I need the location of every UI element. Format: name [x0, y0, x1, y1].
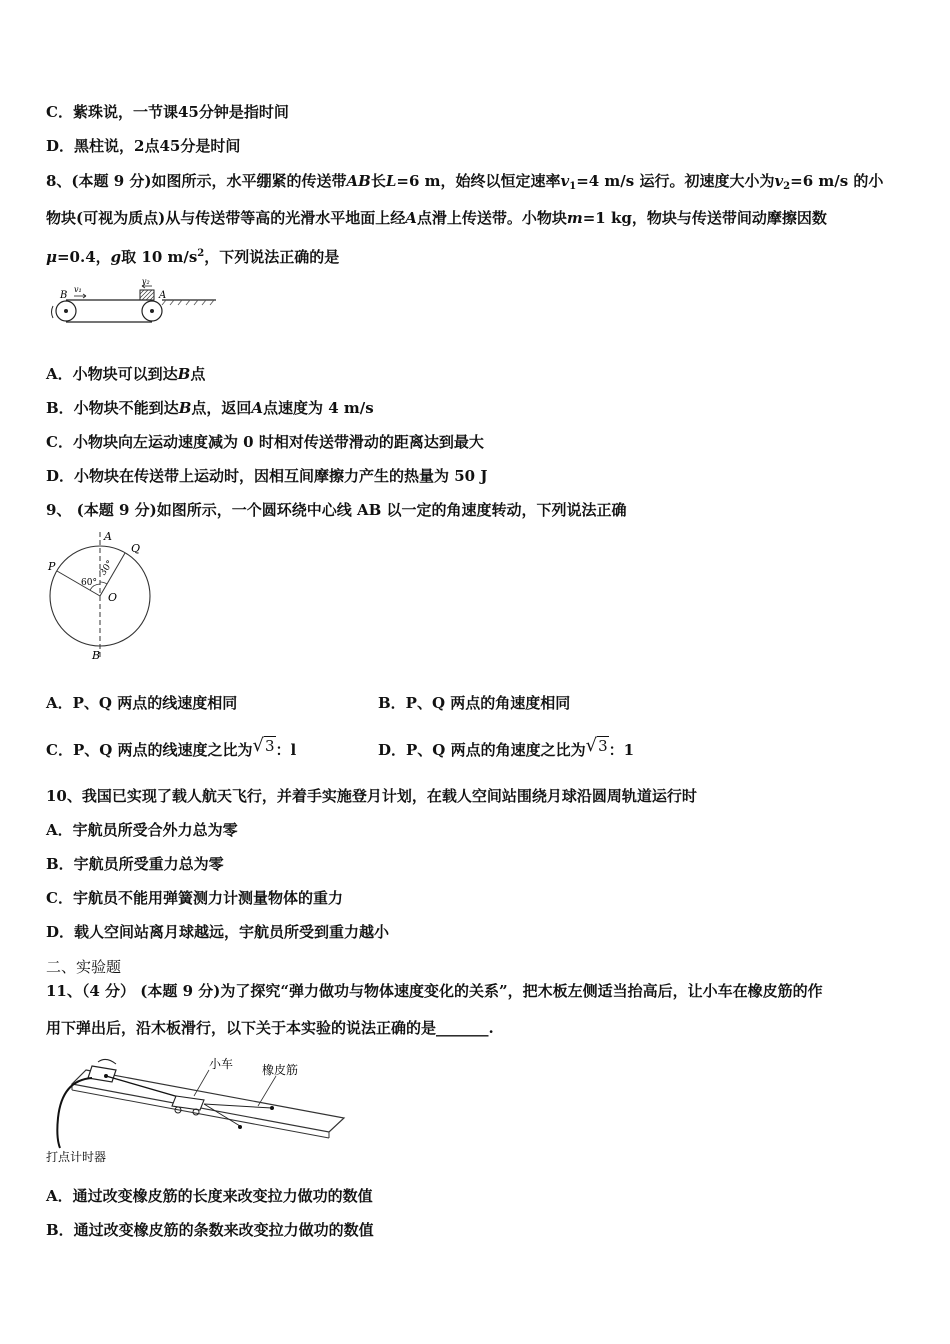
q8-option-b-var: B	[178, 399, 192, 417]
q8-option-b-text: 点速度为 4 m/s	[263, 399, 374, 417]
q11-option-a: A．通过改变橡皮筋的长度来改变拉力做功的数值	[46, 1187, 373, 1205]
left-pulley-axle	[64, 309, 68, 313]
q7-option-c: C．紫珠说，一节课45分钟是指时间	[46, 103, 289, 121]
q9-option-c	[46, 736, 296, 760]
q9-option-d-ratio: ：1	[608, 741, 635, 759]
q7-option-d: D．黑柱说，2点45分是时间	[46, 137, 241, 155]
rotating-ring-diagram	[44, 530, 164, 665]
q8-superscript: 2	[197, 248, 205, 259]
label-b: B	[60, 290, 68, 301]
rubber-band	[204, 1104, 272, 1108]
q8-option-b	[46, 398, 374, 418]
tape-end	[104, 1074, 108, 1078]
q8-var-v: v	[774, 172, 784, 190]
nail	[238, 1125, 242, 1129]
band-pointer	[258, 1076, 276, 1106]
q8-text: =6 m/s 的小	[790, 172, 884, 190]
q8-var-a: A	[405, 209, 417, 227]
label-a: A	[104, 530, 112, 543]
q8-var-g: g	[110, 248, 122, 266]
timer-body	[88, 1066, 116, 1082]
q8-option-b-var: A	[251, 399, 264, 417]
q8-text: 8、(本题 9 分)如图所示，水平绷紧的传送带	[46, 172, 347, 190]
q11-stem-line1: 11、（4 分） (本题 9 分)为了探究“弹力做功与物体速度变化的关系”，把木板左侧适当抬高后，让小车在橡皮筋的作	[46, 982, 823, 1000]
q9-option-c-ratio: ：l	[275, 741, 297, 759]
label-b: B	[92, 649, 101, 662]
q8-option-a	[46, 364, 205, 384]
sqrt-symbol: √3	[252, 735, 275, 756]
block-shading	[140, 290, 154, 300]
q8-subscript: 1	[569, 181, 577, 192]
conveyor-belt-diagram	[44, 278, 224, 328]
angle-arc-30	[100, 582, 107, 584]
q8-option-b-text: 点，返回	[191, 399, 252, 417]
cart	[172, 1096, 204, 1110]
q10-option-c: C．宇航员不能用弹簧测力计测量物体的重力	[46, 889, 343, 907]
q8-text: =4 m/s 运行。初速度大小为	[576, 172, 775, 190]
q9-stem: 9、 (本题 9 分)如图所示，一个圆环绕中心线 AB 以一定的角速度转动，下列说法正确	[46, 501, 627, 519]
label-a: A	[159, 290, 167, 301]
label-timer: 打点计时器	[46, 1150, 107, 1164]
q8-text: 长	[370, 172, 386, 190]
q10-option-d: D．载人空间站离月球越远，宇航员所受到重力越小	[46, 923, 390, 941]
q8-option-c: C．小物块向左运动速度减为 0 时相对传送带滑动的距离达到最大	[46, 433, 484, 451]
label-rubber-band: 橡皮筋	[262, 1063, 299, 1077]
q8-stem-line2	[46, 208, 827, 228]
q10-option-b: B．宇航员所受重力总为零	[46, 855, 224, 873]
label-o: O	[108, 591, 118, 604]
q8-text: ，下列说法正确的是	[204, 248, 340, 266]
q8-option-a-var: B	[177, 365, 191, 383]
sqrt-radicand: 3	[265, 737, 275, 755]
q8-var-v: v	[560, 172, 570, 190]
q10-stem: 10、我国已实现了载人航天飞行，并着手实施登月计划，在载人空间站围绕月球沿圆周轨道运行时	[46, 787, 697, 805]
sqrt-radicand: 3	[598, 737, 608, 755]
q8-subscript: 2	[783, 181, 791, 192]
q8-option-d: D．小物块在传送带上运动时，因相互间摩擦力产生的热量为 50 J	[46, 467, 488, 485]
q8-option-b-text: B．小物块不能到达	[46, 399, 179, 417]
angle-60-label: 60°	[81, 578, 97, 588]
q9-option-d	[378, 736, 634, 760]
q11-option-b: B．通过改变橡皮筋的条数来改变拉力做功的数值	[46, 1221, 374, 1239]
q8-var-ab: AB	[346, 172, 371, 190]
q8-text: =6 m，始终以恒定速率	[396, 172, 561, 190]
q11-stem-line2: 用下弹出后，沿木板滑行，以下关于本实验的说法正确的是_______.	[46, 1019, 494, 1037]
label-p: P	[48, 560, 56, 573]
q8-var-m: m	[566, 209, 583, 227]
q9-option-a: A．P、Q 两点的线速度相同	[46, 694, 238, 712]
q8-var-mu: μ	[46, 248, 57, 266]
q8-stem-line1	[46, 171, 883, 197]
power-cord	[57, 1078, 92, 1148]
q10-option-a: A．宇航员所受合外力总为零	[46, 821, 238, 839]
section-title: 二、实验题	[46, 958, 122, 976]
angle-30-label: 30°	[98, 558, 116, 578]
q8-text: 物块(可视为质点)从与传送带等高的光滑水平地面上经	[46, 209, 406, 227]
q8-text: =1 kg，物块与传送带间动摩擦因数	[582, 209, 827, 227]
q9-option-c-text: C．P、Q 两点的线速度之比为	[46, 741, 253, 759]
label-q: Q	[131, 542, 141, 555]
right-pulley-axle	[150, 309, 154, 313]
label-cart: 小车	[209, 1057, 234, 1071]
q9-option-d-text: D．P、Q 两点的角速度之比为	[378, 741, 586, 759]
q8-option-a-text: A．小物块可以到达	[46, 365, 178, 383]
timer-top	[98, 1059, 116, 1064]
rotation-arrow	[52, 306, 54, 318]
label-v2: v₂	[142, 278, 150, 286]
q8-stem-line3	[46, 244, 339, 267]
q9-option-b: B．P、Q 两点的角速度相同	[378, 694, 571, 712]
q8-option-a-text: 点	[190, 365, 206, 383]
q8-text: 点滑上传送带。小物块	[416, 209, 567, 227]
ground-hatching	[162, 300, 214, 305]
q8-text: 取 10 m/s	[121, 248, 198, 266]
sqrt-symbol: √3	[585, 735, 608, 756]
label-v1: v₁	[74, 285, 82, 294]
q8-text: =0.4，	[56, 248, 111, 266]
rubber-band	[204, 1104, 240, 1126]
nail	[270, 1106, 274, 1110]
board-side	[72, 1090, 329, 1138]
q8-var-l: L	[385, 172, 397, 190]
experiment-apparatus-diagram	[44, 1048, 354, 1168]
